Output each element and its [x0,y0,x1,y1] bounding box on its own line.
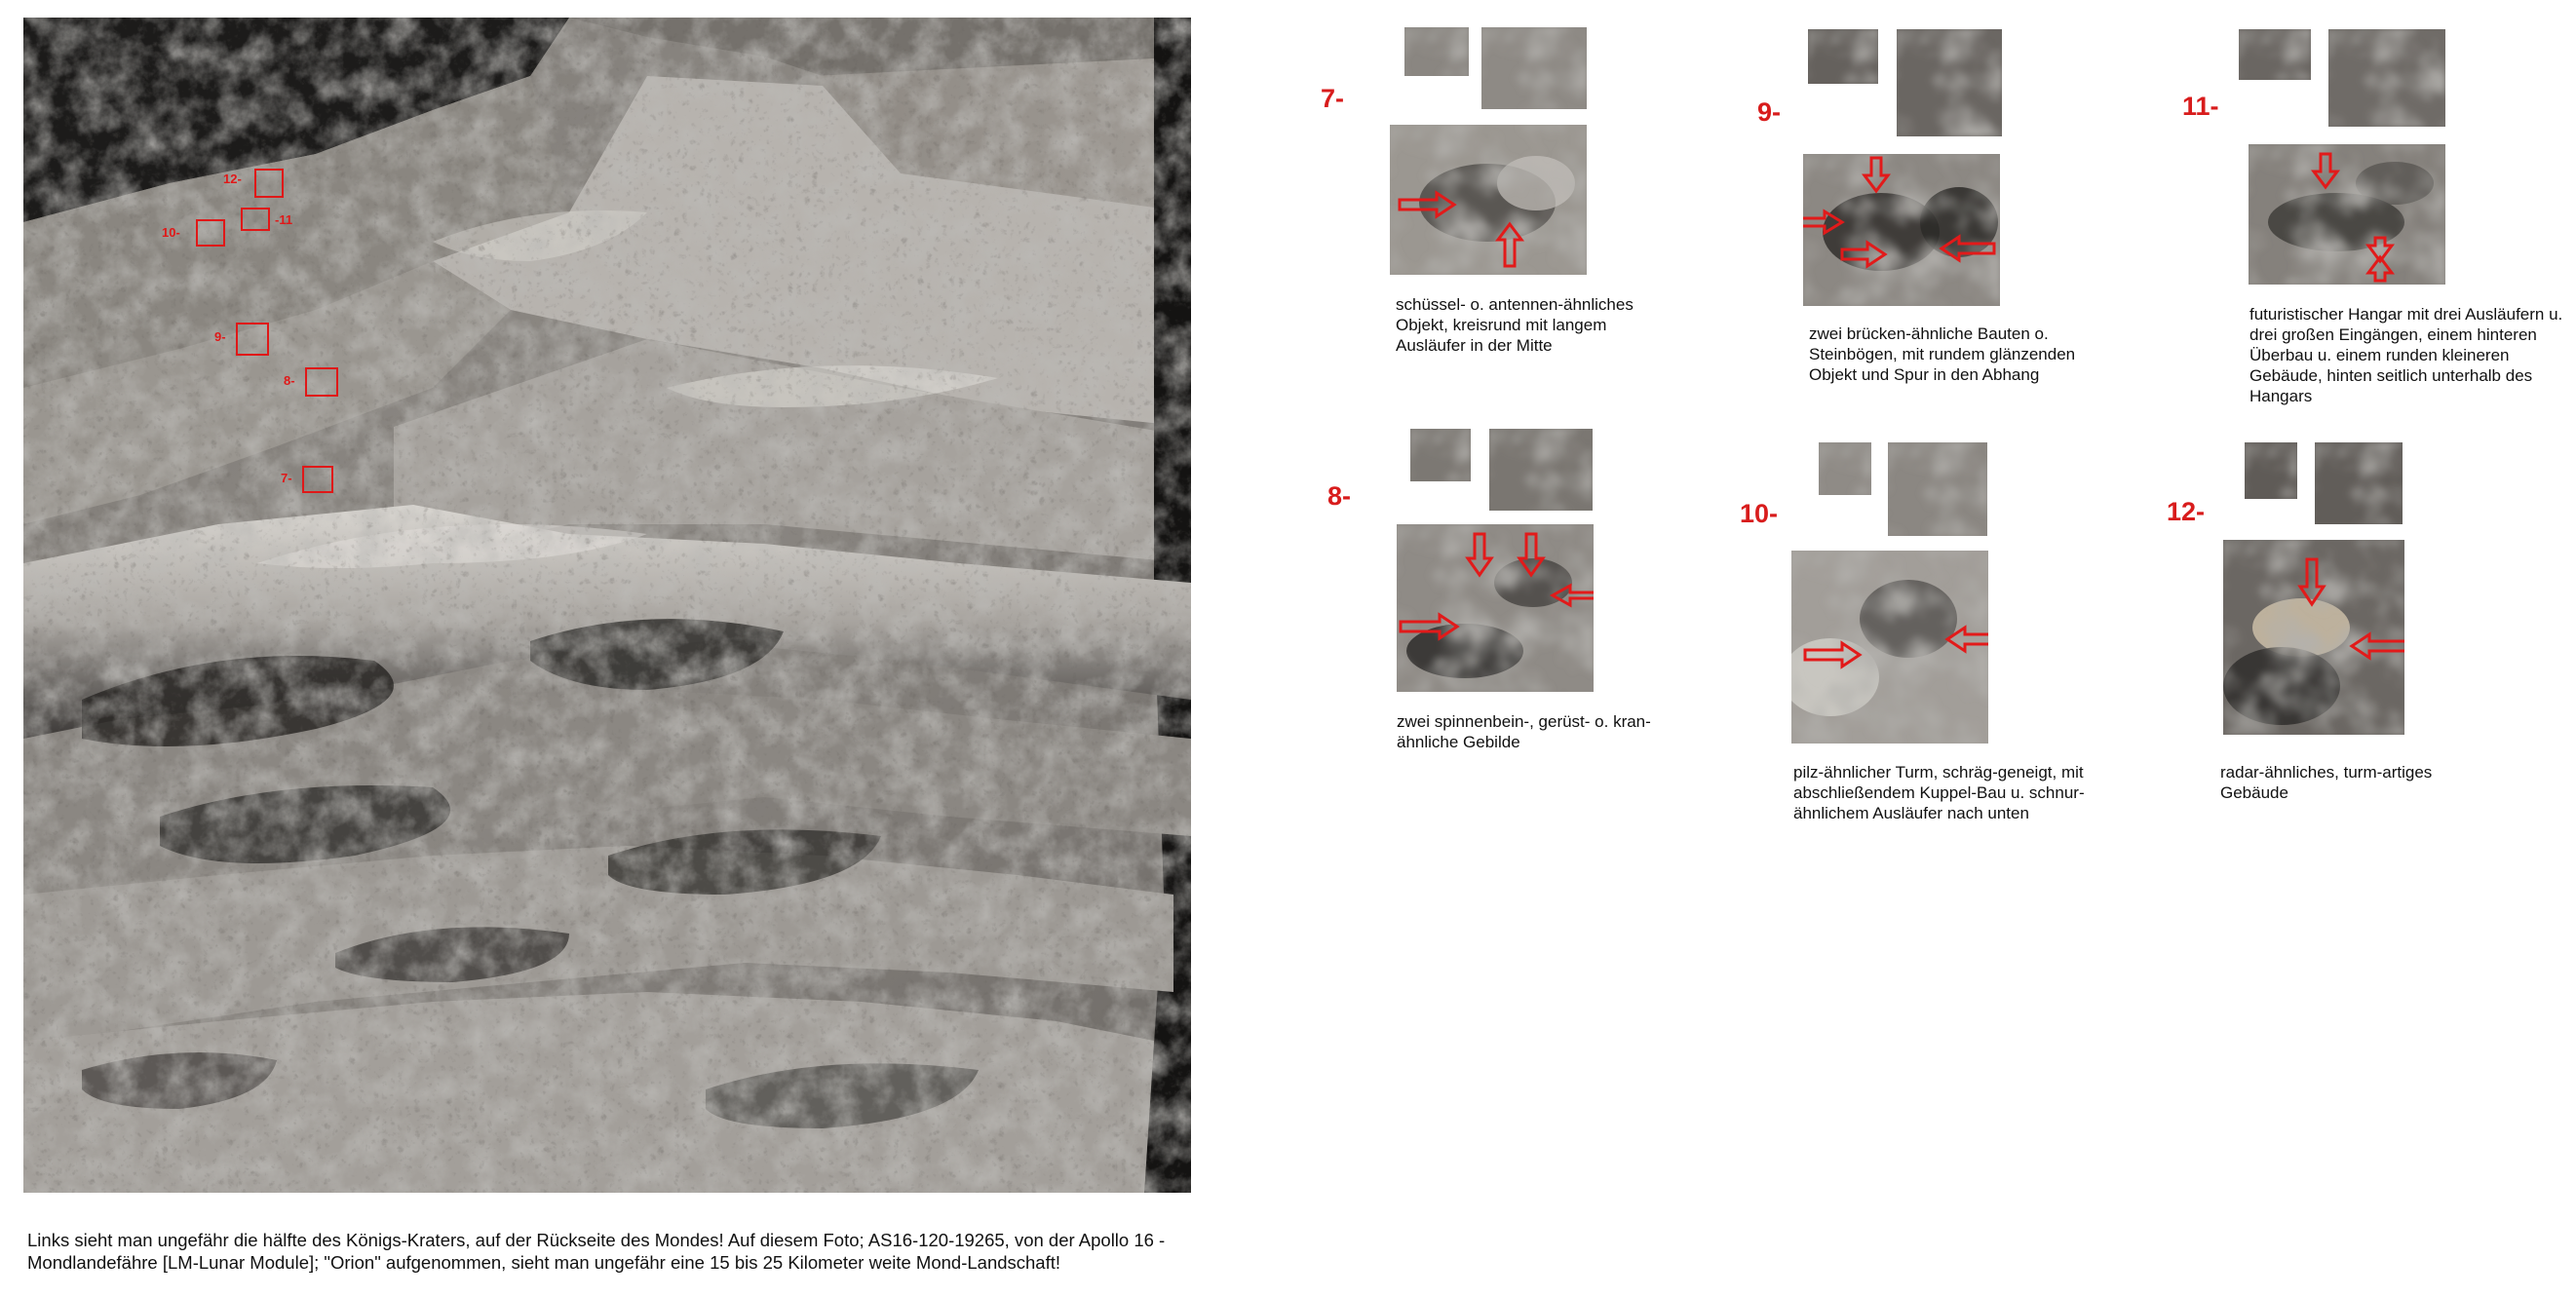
thumbnail-medium-11 [2328,29,2445,127]
thumbnail-small-10 [1819,442,1871,495]
zoom-image-12 [2223,540,2404,735]
marker-label-7: 7- [281,471,292,485]
thumbnail-medium-12 [2315,442,2403,524]
marker-label-8: 8- [284,373,295,388]
zoom-image-7 [1390,125,1587,275]
lunar-surface-image [23,18,1191,1193]
marker-label-12: 12- [223,172,242,186]
zoom-image-9 [1803,154,2000,306]
lunar-surface-photo [23,18,1191,1193]
panel-number-11: 11- [2182,92,2219,121]
marker-box-11 [241,208,270,231]
thumbnail-small-12 [2245,442,2297,499]
marker-box-7 [302,466,333,493]
zoom-image-10 [1791,551,1988,744]
panel-number-10: 10- [1740,499,1779,528]
marker-box-12 [254,169,284,198]
marker-box-8 [305,367,338,397]
marker-label-10: 10- [162,225,180,240]
thumbnail-small-8 [1410,429,1471,481]
thumbnail-small-7 [1404,27,1469,76]
marker-box-10 [196,219,225,247]
panel-description-7: schüssel- o. antennen-ähnliches Objekt, kreisrund mit langem Ausläufer in der Mitte [1396,295,1634,355]
thumbnail-medium-7 [1481,27,1587,109]
zoom-image-11 [2249,144,2445,285]
marker-label-11: -11 [275,212,293,227]
panel-number-12: 12- [2167,497,2206,526]
panel-number-7: 7- [1321,84,1345,113]
panel-description-10: pilz-ähnlicher Turm, schräg-geneigt, mit abschließendem Kuppel-Bau u. schnur-ähnlichem Ausläufer nach unten [1793,763,2085,822]
panel-description-12: radar-ähnliches, turm-artiges Gebäude [2220,763,2433,802]
thumbnail-medium-10 [1888,442,1987,536]
marker-box-9 [236,323,269,356]
zoom-image-8 [1397,524,1594,692]
panel-number-9: 9- [1757,97,1782,127]
thumbnail-small-11 [2239,29,2311,80]
thumbnail-small-9 [1808,29,1878,84]
panel-number-8: 8- [1327,481,1352,511]
thumbnail-medium-9 [1897,29,2002,136]
photo-caption: Links sieht man ungefähr die hälfte des Königs-Kraters, auf der Rückseite des Mondes! Auf diesem Foto; AS16-120-19265, von der Apollo 16 - Mondlandefähre [LM-Lunar Module]; "Orion" aufgenommen, sieht man ungefähr eine 15 bis 25 Kilometer weite Mond-Landschaft! [27,1229,1166,1273]
thumbnail-medium-8 [1489,429,1593,511]
panel-description-11: futuristischer Hangar mit drei Ausläufern u. drei großen Eingängen, einem hinteren Überbau u. einem runden kleineren Gebäude, hinten seitlich unterhalb des Hangars [2249,305,2563,405]
panel-description-8: zwei spinnenbein-, gerüst- o. kran-ähnliche Gebilde [1397,712,1651,751]
panel-description-9: zwei brücken-ähnliche Bauten o. Steinbögen, mit rundem glänzenden Objekt und Spur in den Abhang [1809,324,2076,384]
marker-label-9: 9- [214,329,226,344]
